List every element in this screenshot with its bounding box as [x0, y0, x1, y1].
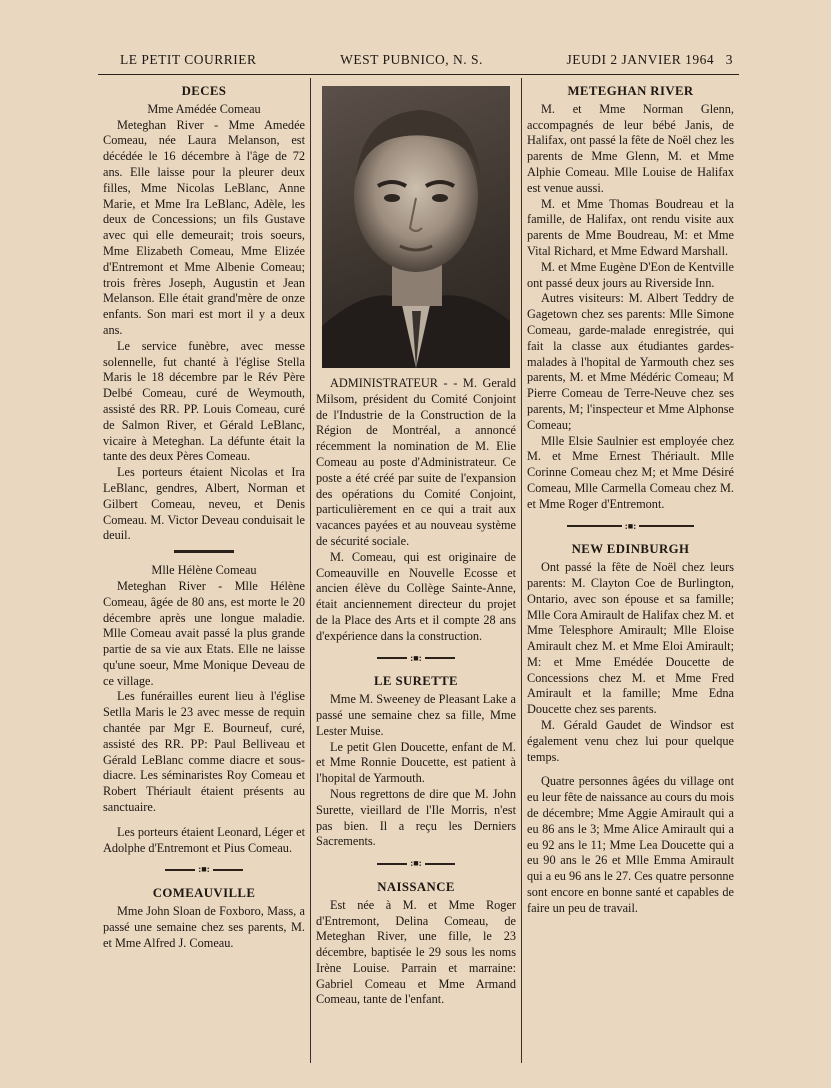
- edinburgh-paragraph: M. Gérald Gaudet de Windsor est également venu chez lui pour quelque temps.: [527, 718, 734, 764]
- meteghan-paragraph: Mlle Elsie Saulnier est employée chez M. et Mme Ernest Thériault. Mlle Corinne Comeau chez M; et Mme Désiré Comeau, Mlle Carmella Comeau chez M. et Mme Roger d'Entremont.: [527, 433, 734, 511]
- paper-name: LE PETIT COURRIER: [120, 52, 257, 67]
- ornament-divider: :■:: [527, 519, 734, 535]
- obit1-paragraph: Le service funèbre, avec messe solennelle, fut chanté à l'église Stella Maris le 18 décembre par le Rév Père Delbé Comeau, curé de Weymouth, assisté des RR. PP. Louis Comeau, curé de Salmon River, et Gérald LeBlanc, vicaire à Meteghan. La défunte était la tante des deux Pères Comeau.: [103, 338, 305, 464]
- obit2-name: Mlle Hélène Comeau: [151, 563, 257, 578]
- masthead: [120, 52, 733, 68]
- comeauville-paragraph: Mme John Sloan de Foxboro, Mass, a passé une semaine chez ses parents, M. et Mme Alfred J. Comeau.: [103, 904, 305, 950]
- column-3: [527, 80, 734, 917]
- page-number: 3: [725, 52, 733, 67]
- meteghan-paragraph: M. et Mme Norman Glenn, accompagnés de leur bébé Janis, de Halifax, ont passé la fête de Noël chez les parents de Mme Glenn, M. et Mme Alphie Comeau. Mlle Louise de Halifax est venue aussi.: [527, 101, 734, 195]
- column-2: [316, 80, 516, 1008]
- meteghan-paragraph: M. et Mme Eugène D'Eon de Kentville ont passé deux jours au Riverside Inn.: [527, 259, 734, 290]
- surette-paragraph: Nous regrettons de dire que M. John Surette, vieillard de l'Ile Morris, n'est pas bien. Il a reçu les Derniers Sacrements.: [316, 786, 516, 849]
- comeauville-heading: COMEAUVILLE: [152, 886, 256, 901]
- meteghan-paragraph: Autres visiteurs: M. Albert Teddry de Gagetown chez ses parents: Mlle Simone Comeau, garde-malade enregistrée, qui fait la classe aux étudiantes gardes-malades à l'hopital de Yarmouth chez ses parents, M. et Mme Médéric Comeau; M Pierre Comeau de Terre-Neuve chez ses parents, M; l'inspecteur et Mme Alphonse Comeau;: [527, 291, 734, 432]
- obit1-paragraph: Les porteurs étaient Nicolas et Ira LeBlanc, gendres, Albert, Norman et Gilbert Comeau, neveu, et Denis Comeau. M. Victor Deveau conduisait le deuil.: [103, 465, 305, 543]
- section-rule: [174, 550, 234, 553]
- edinburgh-paragraph: Ont passé la fête de Noël chez leurs parents: M. Clayton Coe de Burlington, Ontario, avec son épouse et sa famille; Mlle Cora Amirault de Halifax chez M. et Mme Telesphore Amirault; Mlle Eloise Amirault chez M. et Mme Eloi Amirault; M: et Mme Emédée Doucette de Concessions chez M. et Mme Fred Amirault et la famille; Mme Edna Doucette chez ses parents.: [527, 560, 734, 717]
- meteghan-paragraph: M. et Mme Thomas Boudreau et la famille, de Halifax, ont rendu visite aux parents de Mme Boudreau, M: et Mme Vital Richard, et Mme Edward Marshall.: [527, 196, 734, 258]
- photo-caption: ADMINISTRATEUR - - M. Gerald Milsom, président du Comité Conjoint de l'Industrie de la Construction de la Région de Montréal, a annoncé récemment la nomination de M. Elie Comeau au poste d'Administrateur. Ce poste a été créé par suite de l'expansion des opérations du Comité Conjoint, particulièrement en ce qui a trait aux vacances payées et au nouveau système de sécurité sociale.: [316, 376, 516, 548]
- surette-paragraph: Le petit Glen Doucette, enfant de M. et Mme Ronnie Doucette, est patient à l'hopital de Yarmouth.: [316, 739, 516, 786]
- issue-date: JEUDI 2 JANVIER 1964 3: [566, 52, 733, 67]
- column-divider: [310, 78, 311, 1063]
- portrait-photo: [322, 86, 510, 368]
- edinburgh-heading: NEW EDINBURGH: [571, 542, 690, 557]
- column-divider: [521, 78, 522, 1063]
- obit2-paragraph: Les funérailles eurent lieu à l'église Setlla Maris le 23 avec messe de requin chantée par Mgr E. Bourneuf, curé, assisté des RR. PP: Paul Belliveau et Gérald LeBlanc comme diacre et sous-diacre. Les séminaristes Roy Comeau et Robert Thériault étaient présents au sanctuaire.: [103, 689, 305, 815]
- ornament-divider: :■:: [316, 651, 516, 667]
- meteghan-heading: METEGHAN RIVER: [567, 84, 694, 98]
- ornament-divider: :■:: [103, 862, 305, 878]
- surette-heading: LE SURETTE: [373, 674, 458, 689]
- column-1: [103, 80, 305, 951]
- place: WEST PUBNICO, N. S.: [340, 52, 483, 67]
- surette-paragraph: Mme M. Sweeney de Pleasant Lake a passé une semaine chez sa fille, Mme Lester Muise.: [316, 692, 516, 738]
- obit1-paragraph: Meteghan River - Mme Amedée Comeau, née Laura Melanson, est décédée le 16 décembre à l'âge de 72 ans. Elle laisse pour la pleurer deux filles, Mme Nicolas LeBlanc, Anne Marie, et Mme Ira LeBlanc, Adèle, les deux de Concessions; un fils Gustave avec qui elle demeurait; trois soeurs, Mme Elizabeth Comeau, Mme Elizée d'Entremont et Mme Albenie Comeau; trois frères Joseph, Augustin et Jean Melanson. Elle était grand'mère de onze enfants. Son mari est mort il y a deux ans.: [103, 117, 305, 337]
- deces-heading: DECES: [181, 84, 227, 98]
- naissance-heading: NAISSANCE: [377, 879, 455, 894]
- edinburgh-paragraph: Quatre personnes âgées du village ont eu leur fête de naissance au cours du mois de décembre; Mme Aggie Amirault qui a eu 86 ans le 3; Mme Alice Amirault qui a eu 92 ans le 11; Mme Lea Doucette qui a eu 90 ans le 26 et Mlle Emma Amirault qui a eu 96 ans le 27. Ces quatre personne sont encore en bonne santé et capables de faire un peu de travail.: [527, 774, 734, 915]
- obit2-paragraph: Meteghan River - Mlle Hélène Comeau, âgée de 80 ans, est morte le 20 décembre après une longue maladie. Mlle Comeau avait passé la plus grande partie de sa vie aux Etats. Elle ne laisse qu'une soeur, Mme Monique Deveau de ce village.: [103, 578, 305, 688]
- photo-paragraph: M. Comeau, qui est originaire de Comeauville en Nouvelle Ecosse et ancien élève du Collège Sainte-Anne, était anciennement directeur du projet de la Place des Arts et il compte 28 ans d'expérience dans la construction.: [316, 549, 516, 643]
- naissance-paragraph: Est née à M. et Mme Roger d'Entremont, Delina Comeau, de Meteghan River, une fille, le 23 décembre, baptisée le 29 sous les noms Irène Louise. Parrain et marraine: Gabriel Comeau et Mme Armand Comeau, tante de l'enfant.: [316, 897, 516, 1007]
- obit2-paragraph: Les porteurs étaient Leonard, Léger et Adolphe d'Entremont et Pius Comeau.: [103, 824, 305, 855]
- ornament-divider: :■:: [316, 856, 516, 872]
- masthead-rule: [98, 74, 739, 75]
- obit1-name: Mme Amédée Comeau: [147, 101, 261, 116]
